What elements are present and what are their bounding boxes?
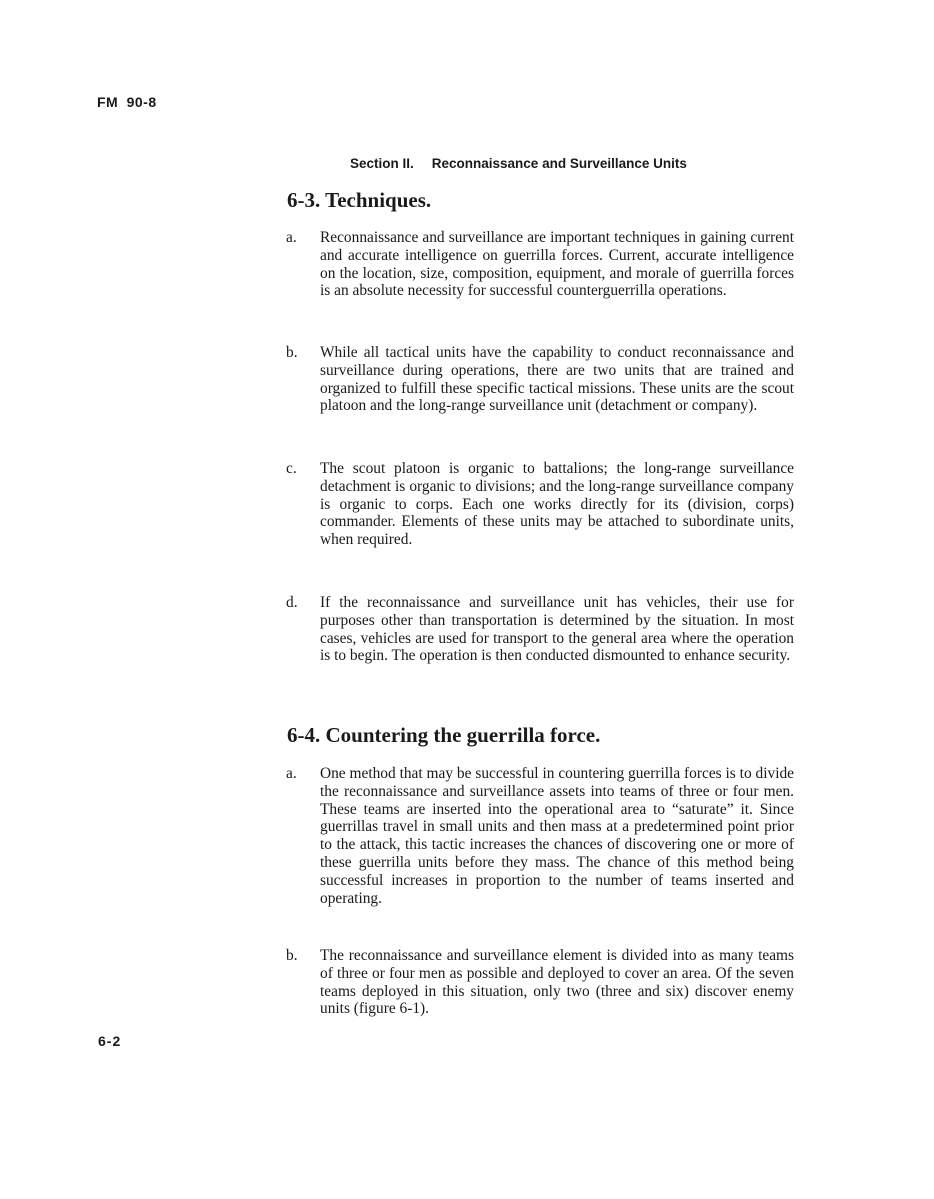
paragraph-letter: b. (286, 344, 298, 361)
paragraph-text: If the reconnaissance and surveillance unit has vehicles, their use for purposes other than transportation is determined by the situation. In most cases, vehicles are used for transport to the general area where the operation is to begin. The operation is then conducted dismounted to enhance security. (320, 594, 794, 665)
heading-techniques: 6-3. Techniques. (287, 188, 432, 212)
paragraph-letter: d. (286, 594, 298, 611)
paragraph-letter: b. (286, 947, 298, 964)
section-name: Reconnaissance and Surveillance Units (431, 156, 687, 171)
paragraph-6-3-d (286, 594, 794, 665)
paragraph-6-4-b (286, 947, 794, 1018)
paragraph-letter: a. (286, 229, 297, 246)
paragraph-text: While all tactical units have the capability to conduct reconnaissance and surveillance during operations, there are two units that are trained and organized to fulfill these specific tactical missions. These units are the scout platoon and the long-range surveillance unit (detachment or company). (320, 344, 794, 415)
paragraph-text: Reconnaissance and surveillance are important techniques in gaining current and accurate intelligence on guerrilla forces. Current, accurate intelligence on the location, size, composition, equipment, and morale of guerrilla forces is an absolute necessity for successful counterguerrilla operations. (320, 229, 794, 300)
paragraph-6-3-b (286, 344, 794, 415)
paragraph-6-3-a (286, 229, 794, 300)
paragraph-6-4-a (286, 765, 794, 907)
paragraph-text: One method that may be successful in countering guerrilla forces is to divide the reconnaissance and surveillance assets into teams of three or four men. These teams are inserted into the operational area to “saturate” it. Since guerrillas travel in small units and then mass at a predetermined point prior to the attack, this tactic increases the chances of discovering one or more of these guerrilla units before they mass. The chance of this method being successful increases in proportion to the number of teams inserted and operating. (320, 765, 794, 907)
section-number: Section II. (350, 156, 414, 171)
paragraph-letter: c. (286, 460, 297, 477)
document-id: FM 90-8 (97, 94, 157, 110)
paragraph-text: The scout platoon is organic to battalions; the long-range surveillance detachment is organic to divisions; and the long-range surveillance company is organic to corps. Each one works directly for its (division, corps) commander. Elements of these units may be attached to subordinate units, when required. (320, 460, 794, 549)
page-number: 6-2 (98, 1033, 122, 1049)
paragraph-letter: a. (286, 765, 297, 782)
paragraph-text: The reconnaissance and surveillance element is divided into as many teams of three or four men as possible and deployed to cover an area. Of the seven teams deployed in this situation, only two (three and six) discover enemy units (figure 6-1). (320, 947, 794, 1018)
section-title (350, 156, 687, 171)
paragraph-6-3-c (286, 460, 794, 549)
heading-countering: 6-4. Countering the guerrilla force. (287, 723, 601, 747)
